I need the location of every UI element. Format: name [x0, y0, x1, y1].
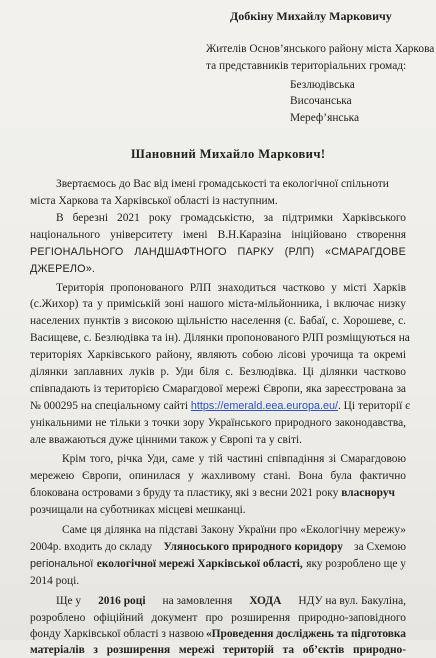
community-line: Височанська: [290, 95, 352, 107]
paragraph-line: [30, 626, 406, 642]
paragraph-line: [30, 398, 410, 414]
emphasis-text: екологічної мережі Харківської області,: [96, 558, 303, 570]
paragraph-line: мережею Європи, опинилася у жахливому стані. Вона була фактично: [30, 470, 406, 482]
paragraph-line: Територія пропонованого РЛП знаходиться частково у місті Харків: [56, 282, 406, 294]
paragraph-line: територіях Харківського району, являють собою лісові урочища та окремі: [30, 349, 406, 361]
paragraph-line: [30, 556, 406, 572]
paragraph-line: ділянки заплавних луків р. Уди біля с. Безлюдівка. Ці ділянки частково: [30, 366, 406, 378]
emphasis-text: Уляноського природного коридору: [163, 541, 343, 553]
paragraph-line: (с.Жихор) та у приміській зоні нашого міста-мільйонника, і включає низку: [30, 298, 406, 310]
emerald-network-link[interactable]: https://emerald.eea.europa.eu/: [190, 400, 338, 412]
paragraph-text: НДУ на вул. Бакуліна,: [298, 595, 406, 607]
emphasis-text: «Проведення досліджень та підготовка: [205, 628, 406, 640]
emphasis-text: ХОДА: [249, 595, 282, 607]
paragraph-text: Ще у: [56, 595, 82, 607]
paragraph-line: співпадають із територією Смарагдової мережі Європи, яка зареєстрована за: [30, 383, 406, 395]
paragraph-line: ДЖЕРЕЛО».: [30, 263, 96, 275]
paragraph-line: Саме ця ділянка на підставі Закону України про «Екологічну мережу»: [62, 524, 406, 536]
paragraph-line: але вважаються дуже цінними також у Європі та у світі.: [30, 434, 303, 446]
paragraph-line: розчищали на суботниках місцеві мешканці.: [30, 504, 246, 516]
paragraph-line: населених пунктів з високою щільністю населення (с. Бабаї, с. Хорошеве, с.: [30, 315, 406, 327]
paragraph-text: за Схемою: [354, 541, 406, 553]
paragraph-line: [30, 485, 395, 501]
sender-line: та представників територіальних громад:: [206, 60, 407, 72]
paragraph-line: Крім того, річка Уди, саме у тій частині співпадіння зі Смарагдовою: [62, 453, 406, 465]
paragraph-line: унікальними не тільки з точки зору Українського природного законодавства,: [30, 417, 406, 429]
paragraph-text: блокована островами з бруду та пластику, які з весни 2021 року: [30, 487, 339, 499]
community-line: Мереф’янська: [290, 112, 360, 124]
paragraph-line: В березні 2021 року громадськістю, за підтримки Харківського: [56, 212, 406, 224]
emphasis-text: 2016 році: [98, 595, 146, 607]
paragraph-line: 2014 році.: [30, 575, 80, 587]
salutation: Шановний Михайло Маркович!: [131, 147, 326, 161]
registry-number-text: № 000295 на спеціальному сайті: [30, 400, 189, 412]
emphasis-text: власноруч: [341, 487, 395, 499]
paragraph-text: яку розроблено ще у: [306, 558, 406, 570]
paragraph-line: [56, 593, 406, 609]
paragraph-line: Звертаємось до Вас від імені громадськості та екологічної спільноти: [56, 178, 389, 190]
paragraph-text: . Ці території є: [337, 400, 411, 412]
paragraph-line: розроблено офіційний документ про розширення природно-заповідного: [30, 612, 406, 624]
paragraph-line: матеріалів з розширення мережі територій та об’єктів природно-: [30, 644, 406, 656]
paragraph-line: РЕГІОНАЛЬНОГО ЛАНДШАФТНОГО ПАРКУ (РЛП) «СМАРАГДОВЕ: [30, 246, 406, 258]
recipient-name: Добкіну Михайлу Марковичу: [230, 9, 392, 23]
paragraph-line: Васищеве, с. Безлюдівка та ін). Ділянки пропонованого РЛП розміщуються на: [30, 332, 410, 344]
paragraph-text: на замовлення: [162, 595, 233, 607]
paragraph-line: [30, 539, 406, 555]
paragraph-line: національного університету імені В.Н.Каразіна ініційовано створення: [30, 229, 406, 241]
paragraph-text: 2004р. входить до складу: [30, 541, 153, 553]
sender-line: Жителів Основ’янського району міста Харкова: [206, 43, 435, 55]
paragraph-text: фонду Харківської області з назвою: [30, 628, 204, 640]
paragraph-text: регіональної: [30, 558, 94, 570]
community-line: Безлюдівська: [290, 79, 355, 91]
paragraph-line: міста Харкова та Харківської області із наступним.: [30, 195, 278, 207]
